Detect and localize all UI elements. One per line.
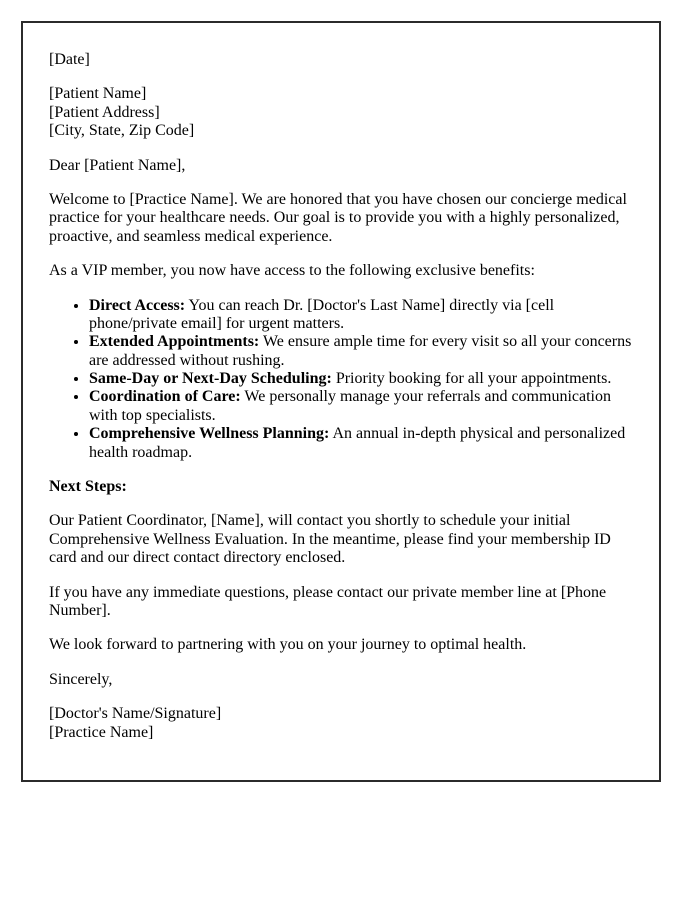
signature-practice: [Practice Name] [49, 723, 154, 741]
questions-paragraph: If you have any immediate questions, please contact our private member line at [Phone Number]. [49, 583, 607, 619]
list-item [89, 388, 633, 425]
benefit-label: Direct Access: [89, 296, 186, 314]
next-steps-heading-text: Next Steps: [49, 478, 127, 496]
list-item [89, 333, 633, 370]
list-item [89, 370, 633, 388]
benefit-text: We ensure ample time for every visit so all your concerns are addressed without rushing. [89, 333, 632, 369]
salutation: Dear [Patient Name], [49, 156, 186, 174]
signature-doctor: [Doctor's Name/Signature] [49, 705, 222, 723]
benefit-label: Comprehensive Wellness Planning: [89, 425, 330, 443]
closing-paragraph: We look forward to partnering with you on your journey to optimal health. [49, 636, 527, 654]
recipient-city-state-zip: [City, State, Zip Code] [49, 122, 195, 140]
signature-block [49, 705, 633, 742]
benefits-list [49, 297, 633, 463]
benefit-label: Same-Day or Next-Day Scheduling: [89, 370, 332, 388]
date-line [49, 51, 633, 69]
letter-document [21, 21, 661, 782]
next-steps-heading [49, 478, 633, 496]
benefit-text: Priority booking for all your appointments. [331, 370, 612, 388]
date-placeholder: [Date] [49, 51, 90, 68]
benefit-text: An annual in-depth physical and personalized health roadmap. [89, 425, 626, 461]
benefit-text: We personally manage your referrals and communication with top specialists. [89, 388, 611, 424]
intro-paragraph: Welcome to [Practice Name]. We are honored that you have chosen our concierge medical practice for your healthcare needs. Our goal is to provide you with a highly personalized, proactive, and seamless medical experience. [49, 190, 627, 245]
valediction: Sincerely, [49, 670, 113, 688]
list-item [89, 297, 633, 334]
next-steps-body: Our Patient Coordinator, [Name], will contact you shortly to schedule your initial Comprehensive Wellness Evaluation. In the meantime, please find your membership ID card and our direct contact directory enclosed. [49, 512, 611, 567]
benefit-label: Coordination of Care: [89, 388, 241, 406]
benefit-text: You can reach Dr. [Doctor's Last Name] directly via [cell phone/private email] for urgent matters. [89, 296, 555, 332]
benefits-lead: As a VIP member, you now have access to the following exclusive benefits: [49, 262, 535, 280]
recipient-name: [Patient Name] [49, 85, 147, 103]
recipient-block [49, 85, 633, 140]
recipient-address: [Patient Address] [49, 103, 160, 121]
list-item [89, 425, 633, 462]
benefit-label: Extended Appointments: [89, 333, 260, 351]
